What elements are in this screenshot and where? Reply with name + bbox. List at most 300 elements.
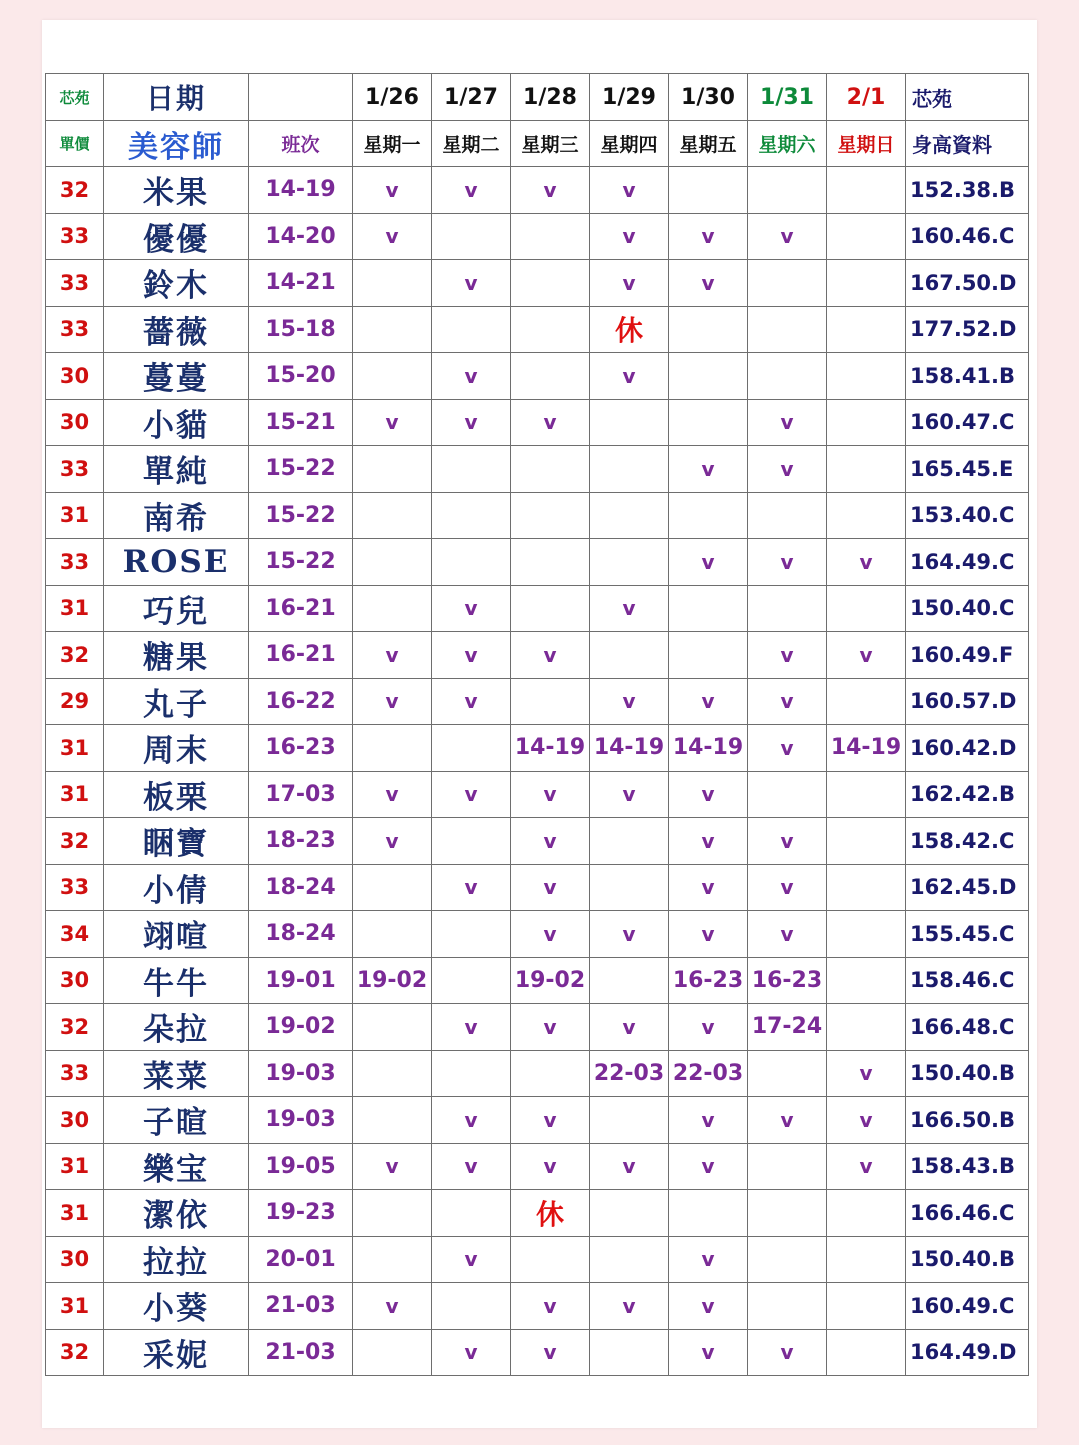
table-row <box>46 632 1029 679</box>
day-cell: v <box>353 818 432 865</box>
table-row <box>46 818 1029 865</box>
day-cell <box>511 260 590 307</box>
price-cell: 31 <box>46 1283 104 1330</box>
table-row <box>46 678 1029 725</box>
day-cell: v <box>432 632 511 679</box>
day-cell <box>511 1050 590 1097</box>
beautician-name: 睏寶 <box>104 818 249 865</box>
day-cell <box>353 725 432 772</box>
day-cell: v <box>669 446 748 493</box>
day-cell: v <box>432 260 511 307</box>
shift-cell: 14-21 <box>249 260 353 307</box>
day-cell <box>511 585 590 632</box>
day-cell <box>669 399 748 446</box>
day-cell: v <box>590 1283 669 1330</box>
beautician-name: 單純 <box>104 446 249 493</box>
price-cell: 32 <box>46 1329 104 1376</box>
date-2: 1/27 <box>432 74 511 121</box>
day-cell: v <box>353 167 432 214</box>
shift-cell: 14-19 <box>249 167 353 214</box>
profile-cell: 150.40.C <box>906 585 1029 632</box>
day-cell: v <box>669 911 748 958</box>
day-cell <box>748 1050 827 1097</box>
beautician-name: 翊喧 <box>104 911 249 958</box>
day-cell: v <box>432 353 511 400</box>
profile-cell: 160.46.C <box>906 213 1029 260</box>
day-cell <box>511 492 590 539</box>
beautician-name: 樂宝 <box>104 1143 249 1190</box>
day-cell <box>432 725 511 772</box>
day-cell: 22-03 <box>590 1050 669 1097</box>
day-cell: v <box>432 1004 511 1051</box>
beautician-name: 小倩 <box>104 864 249 911</box>
price-cell: 33 <box>46 1050 104 1097</box>
day-cell: v <box>748 446 827 493</box>
profile-cell: 162.45.D <box>906 864 1029 911</box>
day-cell <box>827 678 906 725</box>
day-cell <box>511 1236 590 1283</box>
brand-left: 芯苑 <box>46 74 104 121</box>
day-cell <box>353 492 432 539</box>
day-cell: v <box>669 1236 748 1283</box>
profile-cell: 164.49.C <box>906 539 1029 586</box>
day-cell: v <box>669 1004 748 1051</box>
table-row <box>46 167 1029 214</box>
price-cell: 32 <box>46 632 104 679</box>
day-cell <box>432 1190 511 1237</box>
header-row-dates <box>46 74 1029 121</box>
day-cell: 14-19 <box>827 725 906 772</box>
day-cell <box>590 539 669 586</box>
shift-cell: 21-03 <box>249 1329 353 1376</box>
price-cell: 33 <box>46 864 104 911</box>
shift-cell: 19-23 <box>249 1190 353 1237</box>
day-cell <box>590 1236 669 1283</box>
day-cell: v <box>590 585 669 632</box>
shift-cell: 21-03 <box>249 1283 353 1330</box>
shift-cell: 19-02 <box>249 1004 353 1051</box>
day-cell <box>432 539 511 586</box>
day-cell <box>748 353 827 400</box>
day-cell: v <box>748 678 827 725</box>
beautician-name: 鈴木 <box>104 260 249 307</box>
day-cell: v <box>432 585 511 632</box>
day-cell <box>748 260 827 307</box>
day-cell <box>353 864 432 911</box>
price-cell: 29 <box>46 678 104 725</box>
day-cell: v <box>432 771 511 818</box>
table-row <box>46 353 1029 400</box>
day-cell <box>827 818 906 865</box>
day-cell <box>590 1190 669 1237</box>
day-cell <box>353 585 432 632</box>
day-cell <box>827 864 906 911</box>
beautician-name: 小葵 <box>104 1283 249 1330</box>
table-row <box>46 957 1029 1004</box>
profile-cell: 160.42.D <box>906 725 1029 772</box>
day-cell <box>827 353 906 400</box>
day-cell <box>669 353 748 400</box>
day-cell: v <box>432 678 511 725</box>
day-cell: v <box>669 1097 748 1144</box>
table-row <box>46 725 1029 772</box>
price-cell: 31 <box>46 771 104 818</box>
day-cell: v <box>748 818 827 865</box>
day-cell: v <box>827 1097 906 1144</box>
shift-cell: 16-22 <box>249 678 353 725</box>
beautician-name: 小貓 <box>104 399 249 446</box>
day-cell <box>353 306 432 353</box>
day-cell: v <box>827 1143 906 1190</box>
day-cell: v <box>748 1097 827 1144</box>
day-cell: 14-19 <box>590 725 669 772</box>
day-cell: v <box>511 818 590 865</box>
day-cell <box>590 492 669 539</box>
date-4: 1/29 <box>590 74 669 121</box>
profile-cell: 160.57.D <box>906 678 1029 725</box>
price-cell: 30 <box>46 1236 104 1283</box>
day-cell: v <box>748 725 827 772</box>
day-cell <box>827 1236 906 1283</box>
day-cell <box>827 492 906 539</box>
shift-title: 班次 <box>249 121 353 167</box>
day-cell: 16-23 <box>748 957 827 1004</box>
day-cell <box>827 911 906 958</box>
day-cell: v <box>590 260 669 307</box>
day-cell <box>669 167 748 214</box>
weekday-6: 星期六 <box>748 121 827 167</box>
beautician-name: 周末 <box>104 725 249 772</box>
price-cell: 31 <box>46 492 104 539</box>
day-cell <box>511 353 590 400</box>
profile-cell: 160.47.C <box>906 399 1029 446</box>
day-cell <box>511 678 590 725</box>
price-cell: 32 <box>46 1004 104 1051</box>
day-cell: v <box>432 1143 511 1190</box>
day-cell <box>827 399 906 446</box>
profile-title: 身高資料 <box>906 121 1029 167</box>
day-cell <box>669 585 748 632</box>
day-cell: v <box>669 1143 748 1190</box>
day-cell: v <box>353 1143 432 1190</box>
day-cell: v <box>669 539 748 586</box>
beautician-name: 優優 <box>104 213 249 260</box>
beautician-name: 朵拉 <box>104 1004 249 1051</box>
day-cell: v <box>511 911 590 958</box>
day-cell <box>827 306 906 353</box>
day-cell <box>353 1097 432 1144</box>
day-cell: v <box>511 1097 590 1144</box>
table-row <box>46 1236 1029 1283</box>
beautician-name: 牛牛 <box>104 957 249 1004</box>
price-cell: 32 <box>46 818 104 865</box>
day-cell: v <box>511 1004 590 1051</box>
beautician-name: 糖果 <box>104 632 249 679</box>
price-cell: 33 <box>46 446 104 493</box>
day-cell <box>590 1097 669 1144</box>
day-cell: v <box>669 771 748 818</box>
day-cell: v <box>748 1329 827 1376</box>
day-cell: v <box>669 1283 748 1330</box>
shift-cell: 16-23 <box>249 725 353 772</box>
profile-cell: 155.45.C <box>906 911 1029 958</box>
blank-header-cell <box>249 74 353 121</box>
beautician-name: 丸子 <box>104 678 249 725</box>
day-cell <box>590 399 669 446</box>
day-cell: v <box>432 1329 511 1376</box>
profile-cell: 150.40.B <box>906 1236 1029 1283</box>
day-cell <box>511 446 590 493</box>
day-cell <box>432 492 511 539</box>
date-6: 1/31 <box>748 74 827 121</box>
shift-cell: 17-03 <box>249 771 353 818</box>
beautician-name: 板栗 <box>104 771 249 818</box>
brand-right: 芯苑 <box>906 74 1029 121</box>
shift-cell: 14-20 <box>249 213 353 260</box>
day-cell: v <box>590 167 669 214</box>
day-cell: v <box>353 632 432 679</box>
shift-cell: 15-18 <box>249 306 353 353</box>
day-cell: v <box>590 678 669 725</box>
price-cell: 31 <box>46 1143 104 1190</box>
price-cell: 33 <box>46 539 104 586</box>
day-cell <box>827 585 906 632</box>
day-cell: v <box>748 399 827 446</box>
weekday-2: 星期二 <box>432 121 511 167</box>
day-cell <box>748 167 827 214</box>
day-cell <box>590 957 669 1004</box>
profile-cell: 165.45.E <box>906 446 1029 493</box>
day-cell: 19-02 <box>353 957 432 1004</box>
day-cell <box>353 1004 432 1051</box>
price-cell: 31 <box>46 585 104 632</box>
price-cell: 33 <box>46 260 104 307</box>
day-cell: 16-23 <box>669 957 748 1004</box>
day-cell: v <box>511 632 590 679</box>
profile-cell: 164.49.D <box>906 1329 1029 1376</box>
shift-cell: 20-01 <box>249 1236 353 1283</box>
table-row <box>46 1050 1029 1097</box>
date-3: 1/28 <box>511 74 590 121</box>
day-cell: v <box>669 818 748 865</box>
day-cell <box>353 1236 432 1283</box>
profile-cell: 167.50.D <box>906 260 1029 307</box>
day-cell: v <box>590 1004 669 1051</box>
profile-cell: 158.46.C <box>906 957 1029 1004</box>
day-cell <box>590 818 669 865</box>
table-row <box>46 492 1029 539</box>
date-5: 1/30 <box>669 74 748 121</box>
profile-cell: 166.48.C <box>906 1004 1029 1051</box>
weekday-3: 星期三 <box>511 121 590 167</box>
profile-cell: 153.40.C <box>906 492 1029 539</box>
price-cell: 30 <box>46 353 104 400</box>
schedule-table <box>45 73 1029 1376</box>
day-cell: v <box>669 1329 748 1376</box>
shift-cell: 15-22 <box>249 492 353 539</box>
day-cell: v <box>827 539 906 586</box>
profile-cell: 177.52.D <box>906 306 1029 353</box>
beautician-name: 南希 <box>104 492 249 539</box>
day-cell: 22-03 <box>669 1050 748 1097</box>
profile-cell: 158.43.B <box>906 1143 1029 1190</box>
price-cell: 33 <box>46 213 104 260</box>
shift-cell: 19-03 <box>249 1050 353 1097</box>
beautician-name: 潔依 <box>104 1190 249 1237</box>
day-cell: 休 <box>511 1190 590 1237</box>
beautician-title: 美容師 <box>104 121 249 167</box>
day-cell <box>827 957 906 1004</box>
day-cell <box>432 1050 511 1097</box>
price-cell: 32 <box>46 167 104 214</box>
shift-cell: 19-03 <box>249 1097 353 1144</box>
day-cell <box>827 260 906 307</box>
shift-cell: 15-22 <box>249 446 353 493</box>
table-row <box>46 864 1029 911</box>
price-cell: 34 <box>46 911 104 958</box>
day-cell: v <box>353 399 432 446</box>
table-row <box>46 1190 1029 1237</box>
day-cell <box>432 957 511 1004</box>
day-cell <box>432 306 511 353</box>
beautician-name: 采妮 <box>104 1329 249 1376</box>
day-cell: v <box>590 911 669 958</box>
date-1: 1/26 <box>353 74 432 121</box>
day-cell: v <box>669 260 748 307</box>
day-cell: v <box>353 213 432 260</box>
day-cell <box>827 771 906 818</box>
table-row <box>46 1143 1029 1190</box>
day-cell <box>748 1283 827 1330</box>
shift-cell: 18-24 <box>249 864 353 911</box>
shift-cell: 15-22 <box>249 539 353 586</box>
table-row <box>46 399 1029 446</box>
day-cell <box>827 1283 906 1330</box>
price-cell: 30 <box>46 399 104 446</box>
day-cell <box>511 306 590 353</box>
table-row <box>46 585 1029 632</box>
date-title: 日期 <box>104 74 249 121</box>
day-cell <box>432 1283 511 1330</box>
day-cell: v <box>590 771 669 818</box>
day-cell: v <box>432 864 511 911</box>
weekday-1: 星期一 <box>353 121 432 167</box>
table-row <box>46 911 1029 958</box>
day-cell <box>827 1004 906 1051</box>
day-cell <box>353 1050 432 1097</box>
table-row <box>46 1329 1029 1376</box>
table-row <box>46 446 1029 493</box>
day-cell <box>748 306 827 353</box>
day-cell <box>669 1190 748 1237</box>
day-cell <box>748 492 827 539</box>
day-cell <box>748 1143 827 1190</box>
profile-cell: 166.46.C <box>906 1190 1029 1237</box>
day-cell <box>432 213 511 260</box>
day-cell <box>669 632 748 679</box>
price-cell: 30 <box>46 957 104 1004</box>
day-cell: v <box>827 1050 906 1097</box>
day-cell: v <box>511 771 590 818</box>
day-cell: v <box>748 864 827 911</box>
day-cell: v <box>748 632 827 679</box>
shift-cell: 16-21 <box>249 632 353 679</box>
day-cell <box>590 446 669 493</box>
day-cell <box>590 1329 669 1376</box>
day-cell: v <box>353 678 432 725</box>
beautician-name: 巧兒 <box>104 585 249 632</box>
day-cell: v <box>748 911 827 958</box>
day-cell <box>748 1190 827 1237</box>
profile-cell: 160.49.F <box>906 632 1029 679</box>
day-cell: v <box>590 353 669 400</box>
day-cell <box>511 539 590 586</box>
price-cell: 31 <box>46 1190 104 1237</box>
day-cell: v <box>432 1236 511 1283</box>
day-cell: v <box>432 1097 511 1144</box>
header-row-weekdays <box>46 121 1029 167</box>
day-cell: 休 <box>590 306 669 353</box>
table-row <box>46 771 1029 818</box>
day-cell <box>827 167 906 214</box>
day-cell <box>827 446 906 493</box>
day-cell <box>432 818 511 865</box>
shift-cell: 15-21 <box>249 399 353 446</box>
day-cell: v <box>511 167 590 214</box>
day-cell <box>827 1329 906 1376</box>
table-row <box>46 1283 1029 1330</box>
table-row <box>46 213 1029 260</box>
profile-cell: 158.42.C <box>906 818 1029 865</box>
day-cell: v <box>669 678 748 725</box>
day-cell <box>827 213 906 260</box>
profile-cell: 158.41.B <box>906 353 1029 400</box>
shift-cell: 18-24 <box>249 911 353 958</box>
profile-cell: 150.40.B <box>906 1050 1029 1097</box>
day-cell <box>748 1236 827 1283</box>
profile-cell: 166.50.B <box>906 1097 1029 1144</box>
shift-cell: 15-20 <box>249 353 353 400</box>
beautician-name: 薔薇 <box>104 306 249 353</box>
table-row <box>46 539 1029 586</box>
day-cell: v <box>511 1143 590 1190</box>
day-cell: v <box>748 213 827 260</box>
day-cell: v <box>590 1143 669 1190</box>
day-cell: v <box>511 864 590 911</box>
beautician-name: 蔓蔓 <box>104 353 249 400</box>
shift-cell: 16-21 <box>249 585 353 632</box>
day-cell <box>748 771 827 818</box>
beautician-name: 拉拉 <box>104 1236 249 1283</box>
day-cell: v <box>748 539 827 586</box>
price-cell: 30 <box>46 1097 104 1144</box>
profile-cell: 160.49.C <box>906 1283 1029 1330</box>
day-cell <box>511 213 590 260</box>
beautician-name: 子暄 <box>104 1097 249 1144</box>
day-cell: v <box>511 399 590 446</box>
table-row <box>46 1097 1029 1144</box>
day-cell: 14-19 <box>511 725 590 772</box>
day-cell <box>590 864 669 911</box>
day-cell <box>353 1190 432 1237</box>
beautician-name: 菜菜 <box>104 1050 249 1097</box>
date-7: 2/1 <box>827 74 906 121</box>
day-cell: v <box>432 399 511 446</box>
day-cell: v <box>669 864 748 911</box>
day-cell <box>432 911 511 958</box>
day-cell <box>353 1329 432 1376</box>
day-cell: v <box>432 167 511 214</box>
